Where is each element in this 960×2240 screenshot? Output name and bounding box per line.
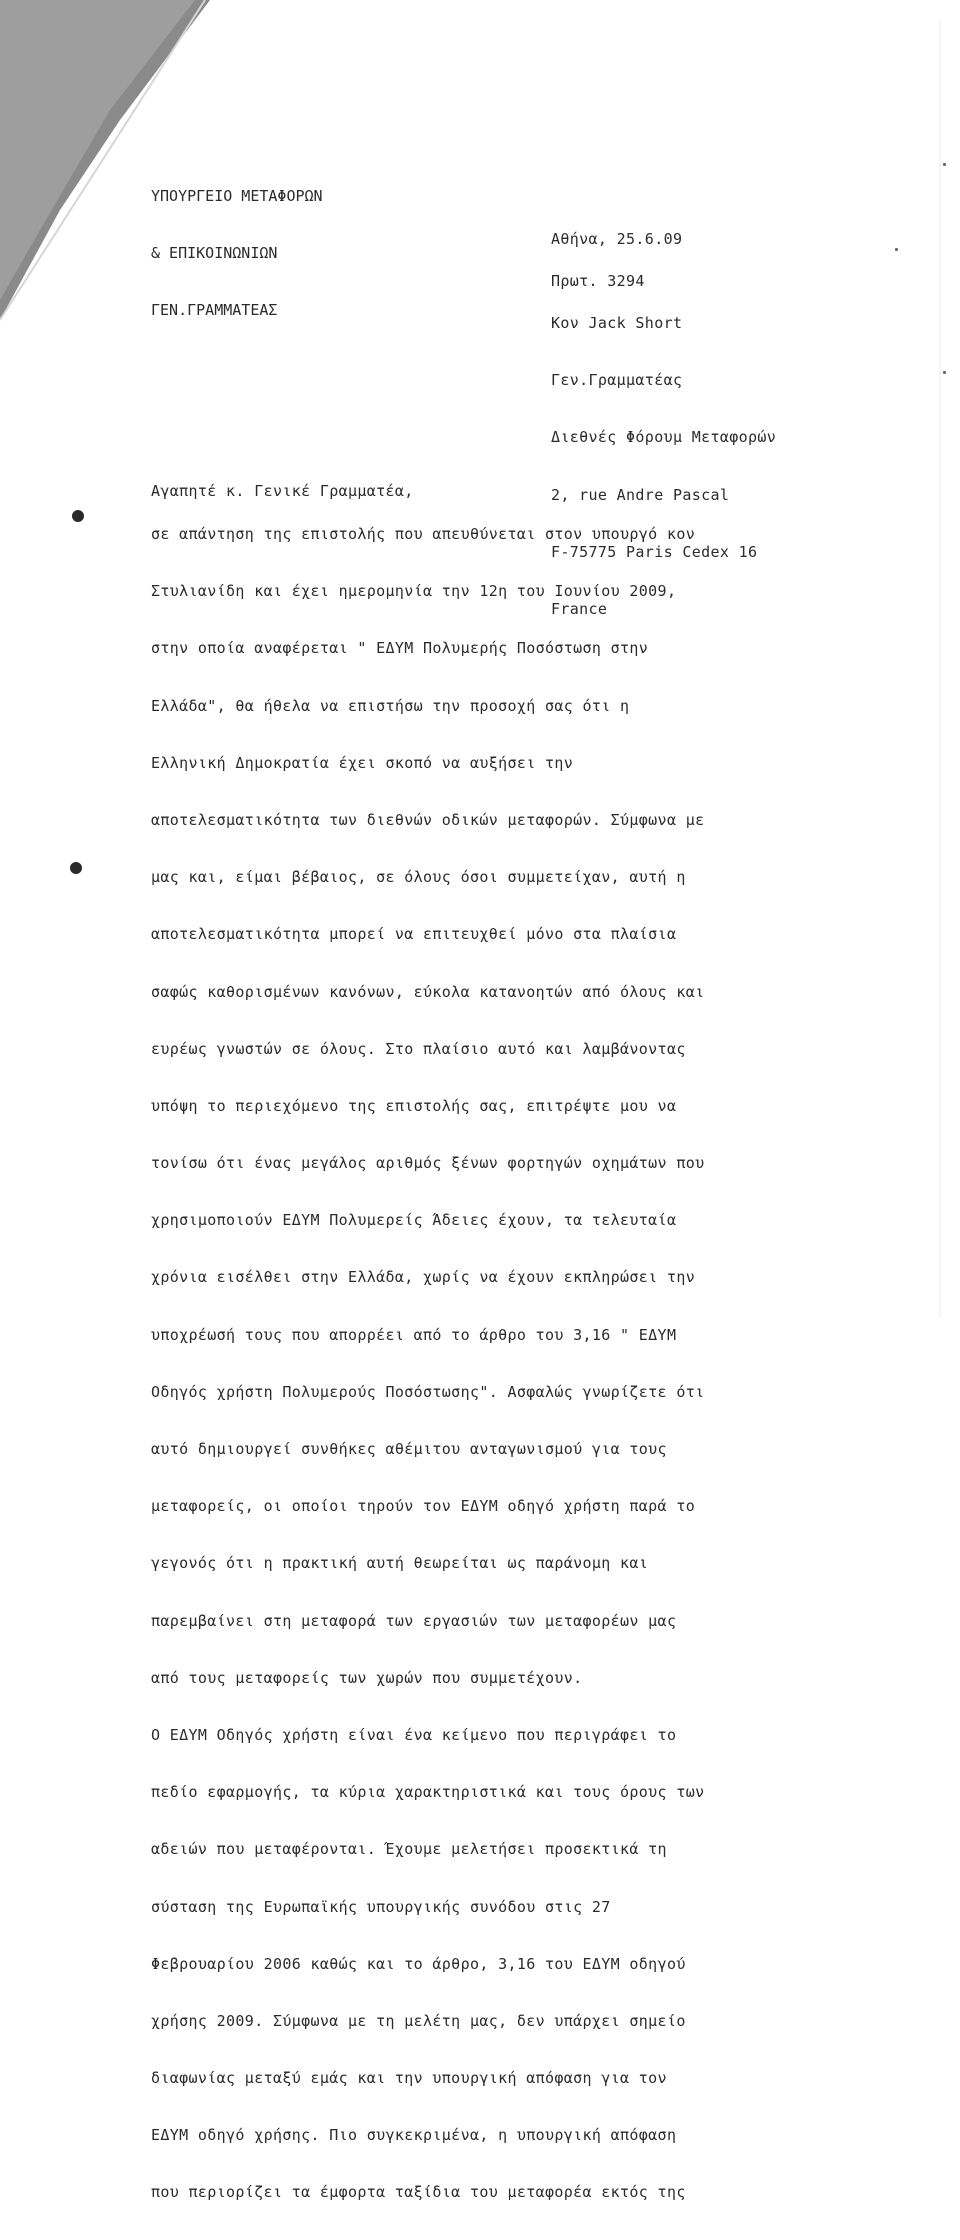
body-line: πεδίο εφαρμογής, τα κύρια χαρακτηριστικά και τους όρους των [151, 1783, 705, 1802]
body-line: Στυλιανίδη και έχει ημερομηνία την 12η του Ιουνίου 2009, [151, 582, 677, 601]
body-line: Οδηγός χρήστη Πολυμερούς Ποσόστωσης". Ασφαλώς γνωρίζετε ότι [151, 1382, 705, 1401]
body-line: υποχρέωσή τους που απορρέει από το άρθρο του 3,16 " ΕΔΥΜ [151, 1325, 677, 1344]
body-line: ευρέως γνωστών σε όλους. Στο πλαίσιο αυτό και λαμβάνοντας [151, 1039, 686, 1058]
recipient-line: Κον Jack Short [551, 314, 683, 332]
body-line: Ο ΕΔΥΜ Οδηγός χρήστη είναι ένα κείμενο που περιγράφει το [151, 1725, 677, 1744]
body-line: που περιορίζει τα έμφορτα ταξίδια του μεταφορέα εκτός της [151, 2183, 686, 2202]
body-line: αυτό δημιουργεί συνθήκες αθέμιτου ανταγωνισμού για τους [151, 1440, 667, 1458]
sender-line: ΥΠΟΥΡΓΕΙΟ ΜΕΤΑΦΟΡΩΝ [151, 187, 323, 205]
body-line: Ελλάδα", θα ήθελα να επιστήσω την προσοχή σας ότι η [151, 696, 630, 715]
body-line: παρεμβαίνει στη μεταφορά των εργασιών των μεταφορέων μας [151, 1611, 677, 1630]
body-line: αδειών που μεταφέρονται. Έχουμε μελετήσει προσεκτικά τη [151, 1840, 667, 1859]
body-line: μεταφορείς, οι οποίοι τηρούν τον ΕΔΥΜ οδηγό χρήστη παρά το [151, 1497, 696, 1516]
body-line: ΕΔΥΜ οδηγό χρήσης. Πιο συγκεκριμένα, η υπουργική απόφαση [151, 2126, 677, 2145]
body-line: Φεβρουαρίου 2006 καθώς και το άρθρο, 3,16 του ΕΔΥΜ οδηγού [151, 1954, 686, 1973]
salutation-text: Αγαπητέ κ. Γενικέ Γραμματέα, [151, 482, 414, 500]
recipient-line: Διεθνές Φόρουμ Μεταφορών [551, 428, 777, 447]
sender-line: & ΕΠΙΚΟΙΝΩΝΙΩΝ [151, 244, 278, 263]
body-line: χρήσης 2009. Σύμφωνα με τη μελέτη μας, δεν υπάρχει σημείο [151, 2011, 686, 2030]
body-line: διαφωνίας μεταξύ εμάς και την υπουργική απόφαση για τον [151, 2069, 667, 2088]
body-line: αποτελεσματικότητα των διεθνών οδικών μεταφορών. Σύμφωνα με [151, 810, 705, 829]
body-line: σαφώς καθορισμένων κανόνων, εύκολα κατανοητών από όλους και [151, 982, 705, 1001]
body-line: στην οποία αναφέρεται " ΕΔΥΜ Πολυμερής Ποσόστωση στην [151, 639, 649, 658]
body-line: Ελληνική Δημοκρατία έχει σκοπό να αυξήσει την [151, 753, 574, 772]
binder-hole-top [72, 510, 84, 522]
body-line: αποτελεσματικότητα μπορεί να επιτευχθεί μόνο στα πλαίσια [151, 925, 677, 944]
body-line: από τους μεταφορείς των χωρών που συμμετέχουν. [151, 1668, 583, 1687]
body-line: χρόνια εισέλθει στην Ελλάδα, χωρίς να έχουν εκπληρώσει την [151, 1268, 696, 1287]
body-line: χρησιμοποιούν ΕΔΥΜ Πολυμερείς Άδειες έχουν, τα τελευταία [151, 1211, 677, 1230]
body-line: υπόψη το περιεχόμενο της επιστολής σας, επιτρέψτε μου να [151, 1096, 677, 1115]
sender-block [151, 150, 323, 358]
body-line: τονίσω ότι ένας μεγάλος αριθμός ξένων φορτηγών οχημάτων που [151, 1154, 705, 1173]
letter-date: Αθήνα, 25.6.09 [551, 230, 683, 248]
recipient-line: Γεν.Γραμματέας [551, 371, 683, 390]
binder-hole-bottom [70, 862, 82, 874]
scan-speck [943, 371, 946, 374]
recipient-line: F-75775 Paris Cedex 16 [551, 542, 758, 561]
sender-line: ΓΕΝ.ΓΡΑΜΜΑΤΕΑΣ [151, 301, 278, 320]
protocol-number: Πρωτ. 3294 [551, 272, 645, 290]
recipient-line: 2, rue Andre Pascal [551, 485, 730, 504]
scan-speck [943, 163, 946, 166]
body-line: σε απάντηση της επιστολής που απευθύνεται στον υπουργό κον [151, 525, 696, 543]
recipient-line: France [551, 599, 608, 618]
body-line: γεγονός ότι η πρακτική αυτή θεωρείται ως παράνομη και [151, 1554, 649, 1573]
scan-speck [895, 248, 898, 251]
body-line: σύσταση της Ευρωπαϊκής υπουργικής συνόδου στις 27 [151, 1897, 611, 1916]
letter-body [151, 488, 704, 2240]
body-line: μας και, είμαι βέβαιος, σε όλους όσοι συμμετείχαν, αυτή η [151, 868, 686, 887]
